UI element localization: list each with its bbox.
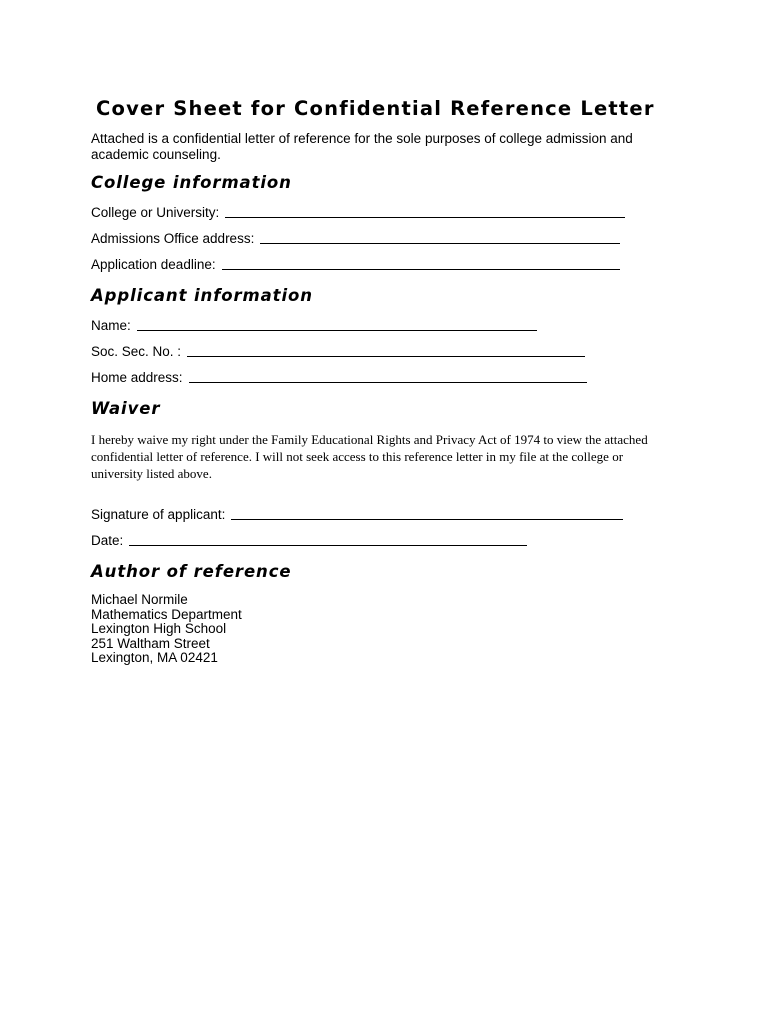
waiver-heading: Waiver <box>91 399 161 418</box>
author-school: Lexington High School <box>91 621 227 637</box>
name-line[interactable] <box>137 318 537 331</box>
soc-sec-no-line[interactable] <box>187 344 585 357</box>
soc-sec-no-label: Soc. Sec. No. : <box>91 344 182 359</box>
author-street: 251 Waltham Street <box>91 635 210 651</box>
admissions-office-address-line[interactable] <box>260 231 620 244</box>
home-address-field[interactable] <box>91 367 587 385</box>
admissions-office-address-field[interactable] <box>91 228 620 246</box>
soc-sec-no-field[interactable] <box>91 341 585 359</box>
author-department: Mathematics Department <box>91 606 242 622</box>
name-label: Name: <box>91 318 131 333</box>
application-deadline-field[interactable] <box>91 254 620 272</box>
signature-of-applicant-field[interactable] <box>91 504 623 522</box>
college-information-heading: College information <box>91 173 292 192</box>
date-field[interactable] <box>91 530 527 548</box>
intro-paragraph: Attached is a confidential letter of reference for the sole purposes of college admission and academic counseling. <box>91 131 633 162</box>
home-address-line[interactable] <box>189 370 587 383</box>
author-city-state-zip: Lexington, MA 02421 <box>91 650 218 666</box>
college-or-university-label: College or University: <box>91 205 220 220</box>
application-deadline-label: Application deadline: <box>91 257 216 272</box>
college-or-university-field[interactable] <box>91 202 625 220</box>
name-field[interactable] <box>91 315 537 333</box>
page-title: Cover Sheet for Confidential Reference Letter <box>96 97 655 120</box>
date-label: Date: <box>91 533 124 548</box>
applicant-information-heading: Applicant information <box>91 286 313 305</box>
date-line[interactable] <box>129 533 527 546</box>
college-or-university-line[interactable] <box>225 205 625 218</box>
admissions-office-address-label: Admissions Office address: <box>91 231 255 246</box>
application-deadline-line[interactable] <box>222 257 620 270</box>
author-address-block <box>91 593 242 666</box>
author-of-reference-heading: Author of reference <box>91 562 292 581</box>
signature-of-applicant-line[interactable] <box>231 507 623 520</box>
author-name: Michael Normile <box>91 592 188 607</box>
signature-of-applicant-label: Signature of applicant: <box>91 507 226 522</box>
home-address-label: Home address: <box>91 370 183 385</box>
waiver-statement: I hereby waive my right under the Family Educational Rights and Privacy Act of 1974 to view the attached confidential letter of reference. I will not seek access to this reference letter in my file at the college or university listed above. <box>91 432 648 481</box>
